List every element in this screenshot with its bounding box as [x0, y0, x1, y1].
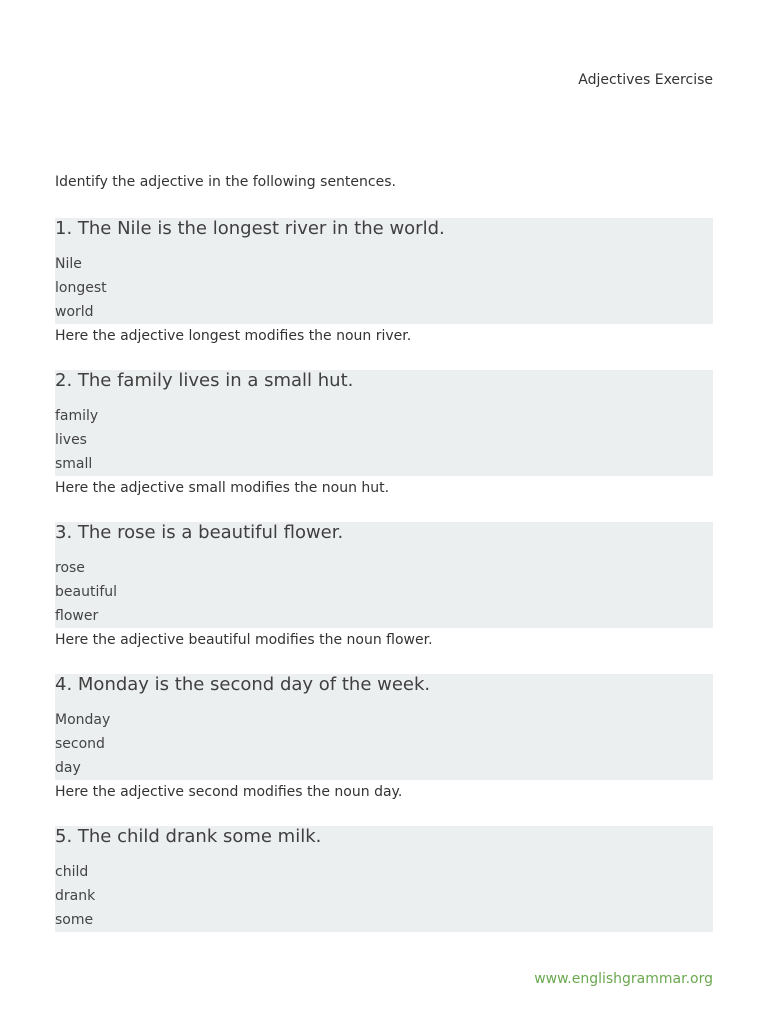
question-5: [55, 826, 713, 932]
answer-explanation: Here the adjective small modifies the noun hut.: [55, 480, 390, 496]
questions-list: [55, 218, 713, 954]
options-list: [55, 860, 713, 932]
option-item[interactable]: longest: [55, 280, 107, 296]
options-list: [55, 556, 713, 628]
question-text: 2. The family lives in a small hut.: [55, 370, 354, 391]
option-item[interactable]: beautiful: [55, 584, 118, 600]
question-text: 1. The Nile is the longest river in the world.: [55, 218, 445, 239]
question-box: [55, 370, 713, 476]
option-item[interactable]: child: [55, 864, 89, 880]
question-box: [55, 826, 713, 932]
option-item[interactable]: world: [55, 304, 94, 320]
question-4: [55, 674, 713, 804]
option-item[interactable]: Monday: [55, 712, 111, 728]
question-box: [55, 218, 713, 324]
option-item[interactable]: flower: [55, 608, 99, 624]
options-list: [55, 708, 713, 780]
option-item[interactable]: day: [55, 760, 81, 776]
option-item[interactable]: drank: [55, 888, 96, 904]
question-box: [55, 674, 713, 780]
option-item[interactable]: small: [55, 456, 93, 472]
page-title: Adjectives Exercise: [578, 72, 713, 88]
options-list: [55, 252, 713, 324]
question-text: 5. The child drank some milk.: [55, 826, 322, 847]
question-box: [55, 522, 713, 628]
site-link[interactable]: www.englishgrammar.org: [534, 971, 713, 987]
option-item[interactable]: lives: [55, 432, 87, 448]
option-item[interactable]: some: [55, 912, 94, 928]
options-list: [55, 404, 713, 476]
answer-explanation: Here the adjective beautiful modifies the noun flower.: [55, 632, 433, 648]
option-item[interactable]: Nile: [55, 256, 82, 272]
answer-explanation: Here the adjective longest modifies the noun river.: [55, 328, 412, 344]
answer-explanation: Here the adjective second modifies the noun day.: [55, 784, 403, 800]
option-item[interactable]: family: [55, 408, 99, 424]
option-item[interactable]: second: [55, 736, 105, 752]
instructions-text: Identify the adjective in the following sentences.: [55, 174, 396, 190]
question-text: 3. The rose is a beautiful flower.: [55, 522, 344, 543]
question-1: [55, 218, 713, 348]
option-item[interactable]: rose: [55, 560, 85, 576]
question-3: [55, 522, 713, 652]
question-text: 4. Monday is the second day of the week.: [55, 674, 431, 695]
question-2: [55, 370, 713, 500]
